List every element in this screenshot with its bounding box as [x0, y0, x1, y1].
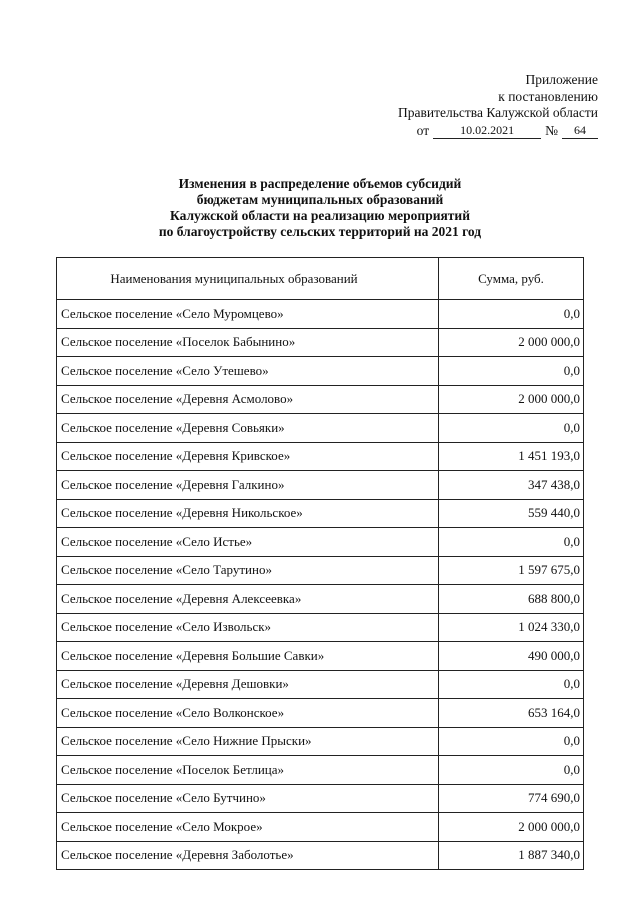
sum-cell: 0,0: [439, 670, 584, 699]
resolution-label: к постановлению: [498, 88, 598, 104]
table-row: [57, 727, 584, 756]
municipality-name-cell: Сельское поселение «Деревня Кривское»: [57, 442, 439, 471]
table-row: [57, 585, 584, 614]
column-header-name: Наименования муниципальных образований: [57, 258, 439, 300]
sum-cell: 1 887 340,0: [439, 841, 584, 870]
sum-cell: 1 024 330,0: [439, 613, 584, 642]
sum-cell: 2 000 000,0: [439, 813, 584, 842]
table-row: [57, 385, 584, 414]
table-row: [57, 670, 584, 699]
table-row: [57, 471, 584, 500]
table-row: [57, 328, 584, 357]
municipality-name-cell: Сельское поселение «Деревня Алексеевка»: [57, 585, 439, 614]
resolution-number: 64: [562, 124, 598, 139]
table-row: [57, 642, 584, 671]
municipality-name-cell: Сельское поселение «Село Нижние Прыски»: [57, 727, 439, 756]
title-line-1: Изменения в распределение объемов субсидий: [178, 176, 462, 191]
municipality-name-cell: Сельское поселение «Село Бутчино»: [57, 784, 439, 813]
table-row: [57, 699, 584, 728]
municipality-name-cell: Сельское поселение «Село Мокрое»: [57, 813, 439, 842]
municipality-name-cell: Сельское поселение «Деревня Асмолово»: [57, 385, 439, 414]
document-title: [0, 176, 640, 240]
municipality-name-cell: Сельское поселение «Село Извольск»: [57, 613, 439, 642]
municipality-name-cell: Сельское поселение «Деревня Никольское»: [57, 499, 439, 528]
government-label: Правительства Калужской области: [397, 105, 598, 120]
sum-cell: 2 000 000,0: [439, 385, 584, 414]
document-header: [398, 72, 598, 139]
table-row: [57, 357, 584, 386]
table-row: [57, 756, 584, 785]
sum-cell: 1 451 193,0: [439, 442, 584, 471]
sum-cell: 0,0: [439, 300, 584, 329]
municipality-name-cell: Сельское поселение «Деревня Совьяки»: [57, 414, 439, 443]
table-row: [57, 784, 584, 813]
table-row: [57, 300, 584, 329]
subsidy-table: [56, 257, 584, 870]
sum-cell: 0,0: [439, 528, 584, 557]
table-row: [57, 528, 584, 557]
sum-cell: 0,0: [439, 357, 584, 386]
table-body: [57, 300, 584, 870]
table-row: [57, 556, 584, 585]
sum-cell: 347 438,0: [439, 471, 584, 500]
sum-cell: 688 800,0: [439, 585, 584, 614]
municipality-name-cell: Сельское поселение «Село Утешево»: [57, 357, 439, 386]
number-sign: №: [545, 122, 558, 138]
sum-cell: 0,0: [439, 414, 584, 443]
municipality-name-cell: Сельское поселение «Деревня Галкино»: [57, 471, 439, 500]
title-line-3: Калужской области на реализацию мероприятий: [170, 208, 470, 223]
municipality-name-cell: Сельское поселение «Село Истье»: [57, 528, 439, 557]
sum-cell: 0,0: [439, 727, 584, 756]
municipality-name-cell: Сельское поселение «Деревня Заболотье»: [57, 841, 439, 870]
table-row: [57, 442, 584, 471]
sum-cell: 559 440,0: [439, 499, 584, 528]
table-row: [57, 613, 584, 642]
municipality-name-cell: Сельское поселение «Деревня Большие Савки»: [57, 642, 439, 671]
column-header-sum: Сумма, руб.: [439, 258, 584, 300]
table-header-row: [57, 258, 584, 300]
table-row: [57, 813, 584, 842]
title-line-2: бюджетам муниципальных образований: [196, 192, 444, 207]
municipality-name-cell: Сельское поселение «Село Волконское»: [57, 699, 439, 728]
sum-cell: 2 000 000,0: [439, 328, 584, 357]
appendix-label: Приложение: [525, 72, 598, 87]
municipality-name-cell: Сельское поселение «Село Тарутино»: [57, 556, 439, 585]
sum-cell: 0,0: [439, 756, 584, 785]
municipality-name-cell: Сельское поселение «Поселок Бетлица»: [57, 756, 439, 785]
municipality-name-cell: Сельское поселение «Поселок Бабынино»: [57, 328, 439, 357]
sum-cell: 490 000,0: [439, 642, 584, 671]
sum-cell: 774 690,0: [439, 784, 584, 813]
sum-cell: 653 164,0: [439, 699, 584, 728]
municipality-name-cell: Сельское поселение «Село Муромцево»: [57, 300, 439, 329]
table-row: [57, 414, 584, 443]
from-label: от: [416, 122, 430, 138]
sum-cell: 1 597 675,0: [439, 556, 584, 585]
municipality-name-cell: Сельское поселение «Деревня Дешовки»: [57, 670, 439, 699]
date-number-line: [398, 123, 598, 140]
title-line-4: по благоустройству сельских территорий на 2021 год: [158, 224, 482, 239]
resolution-date: 10.02.2021: [433, 124, 541, 139]
table-row: [57, 841, 584, 870]
table-row: [57, 499, 584, 528]
